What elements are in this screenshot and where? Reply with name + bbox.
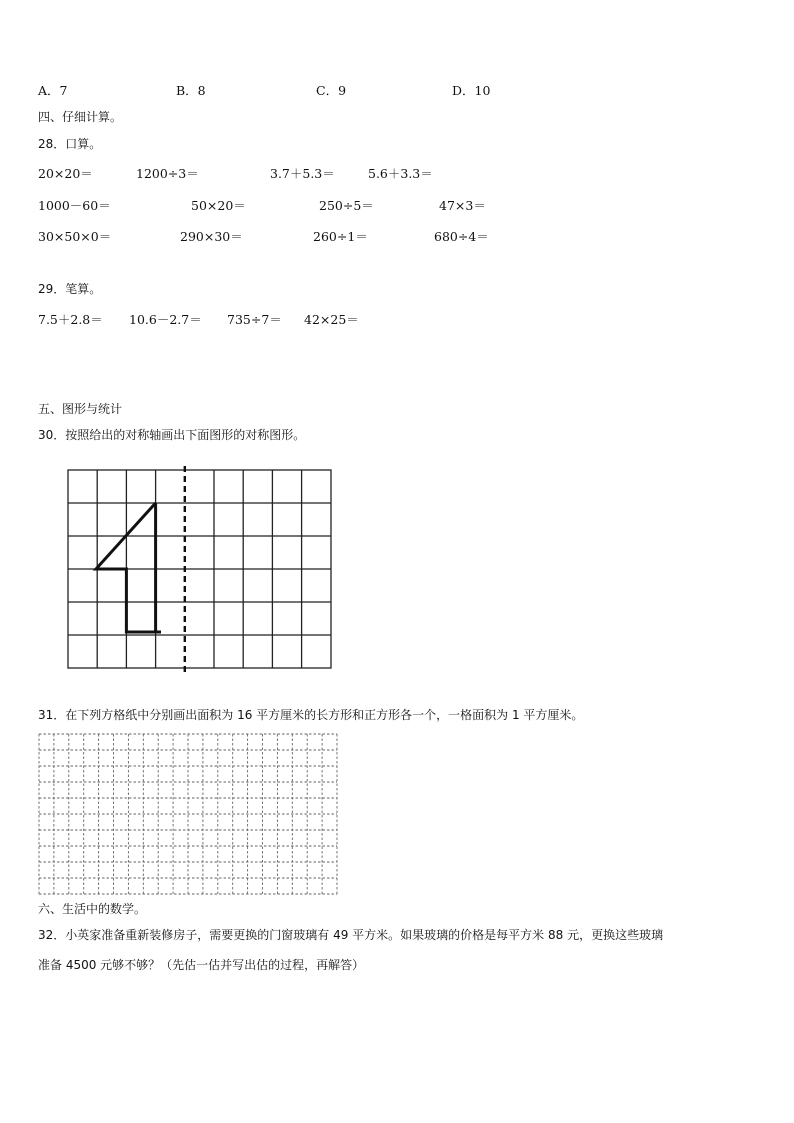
- q28-item: 30×50×0＝: [38, 229, 112, 244]
- q30-title: 30．按照给出的对称轴画出下面图形的对称图形。: [38, 428, 306, 442]
- q28-item: 1200÷3＝: [136, 166, 199, 181]
- figure-four-shape: [96, 503, 161, 632]
- q32-line-2: 准备 4500 元够不够？（先估一估并写出估的过程，再解答）: [38, 958, 365, 972]
- option-c: C．9: [316, 83, 347, 98]
- q31-title: 31．在下列方格纸中分别画出面积为 16 平方厘米的长方形和正方形各一个，一格面积为 1 平方厘米。: [38, 708, 584, 722]
- q29-item: 735÷7＝: [227, 312, 282, 327]
- q28-item: 1000－60＝: [38, 198, 111, 213]
- option-d: D．10: [452, 83, 491, 98]
- q32-line-1: 32．小英家准备重新装修房子，需要更换的门窗玻璃有 49 平方米。如果玻璃的价格是每平方米 88 元，更换这些玻璃: [38, 928, 664, 942]
- option-b: B．8: [176, 83, 206, 98]
- q30-symmetry-grid: [68, 470, 332, 678]
- section-4-heading: 四、仔细计算。: [38, 110, 123, 124]
- q28-item: 50×20＝: [191, 198, 246, 213]
- q28-title: 28．口算。: [38, 137, 102, 151]
- q28-item: 20×20＝: [38, 166, 93, 181]
- q28-item: 5.6＋3.3＝: [368, 166, 433, 181]
- q28-item: 3.7＋5.3＝: [270, 166, 335, 181]
- section-6-heading: 六、生活中的数学。: [38, 902, 147, 916]
- option-a: A．7: [38, 83, 68, 98]
- q28-item: 290×30＝: [180, 229, 243, 244]
- q29-item: 42×25＝: [304, 312, 359, 327]
- q29-item: 7.5＋2.8＝: [38, 312, 103, 327]
- q28-item: 680÷4＝: [434, 229, 489, 244]
- q29-item: 10.6－2.7＝: [129, 312, 202, 327]
- q29-title: 29．笔算。: [38, 282, 102, 296]
- q28-item: 47×3＝: [439, 198, 486, 213]
- section-5-heading: 五、图形与统计: [38, 402, 123, 416]
- q31-dashed-grid: [39, 734, 339, 896]
- q28-item: 250÷5＝: [319, 198, 374, 213]
- q28-item: 260÷1＝: [313, 229, 368, 244]
